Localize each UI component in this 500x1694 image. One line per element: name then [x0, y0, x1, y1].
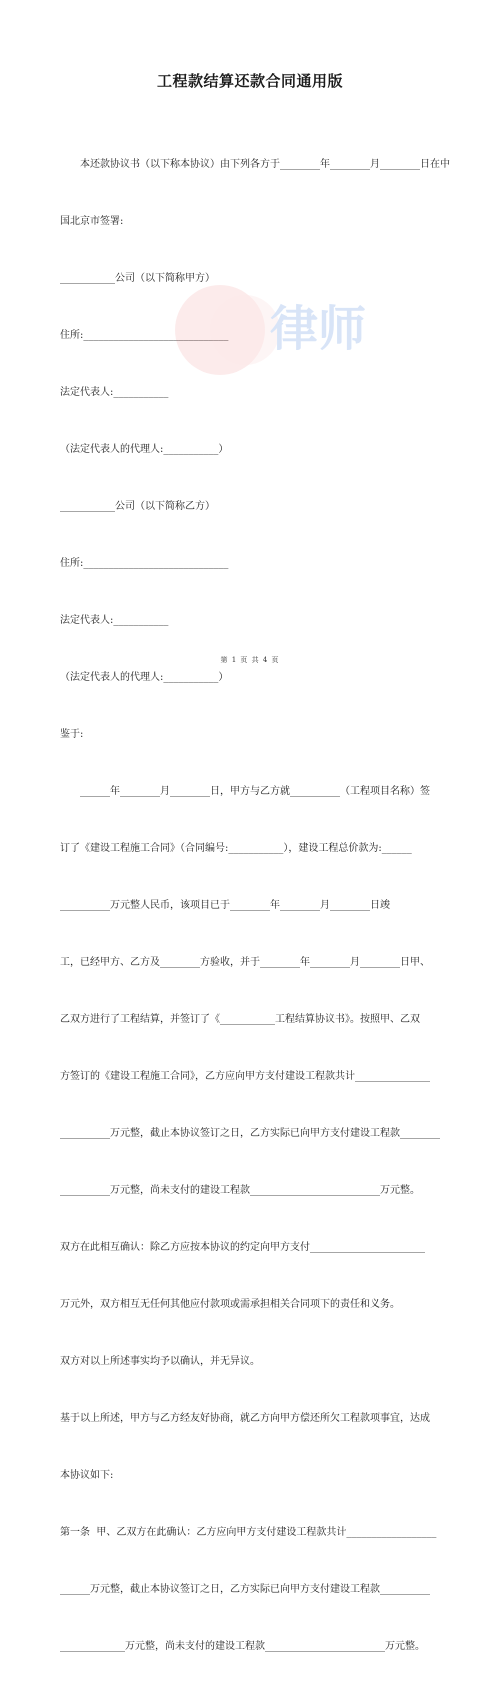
- paragraph-line: ______万元整，截止本协议签订之日，乙方实际已向甲方支付建设工程款__________: [60, 1584, 430, 1595]
- watermark-text: 律师: [270, 301, 367, 357]
- paragraph-line: 国北京市签署:: [60, 216, 124, 227]
- paragraph-line: 本协议如下:: [60, 1470, 114, 1481]
- paragraph-line: 方签订的《建设工程施工合同》，乙方应向甲方支付建设工程款共计_______________: [60, 1071, 430, 1082]
- paragraph-line: （法定代表人的代理人:___________）: [60, 444, 229, 455]
- paragraph-line: ___________公司（以下简称乙方）: [60, 501, 215, 512]
- paragraph-line: __________万元整，截止本协议签订之日，乙方实际已向甲方支付建设工程款________: [60, 1128, 440, 1139]
- paragraph-line: 法定代表人:___________: [60, 615, 169, 626]
- paragraph-line: __________万元整，尚未支付的建设工程款__________________________万元整。: [60, 1185, 420, 1196]
- paragraph-line: 法定代表人:___________: [60, 387, 169, 398]
- paragraph-line: 订了《建设工程施工合同》（合同编号:___________），建设工程总价款为:______: [60, 843, 412, 854]
- paragraph-line: 双方对以上所述事实均予以确认，并无异议。: [60, 1356, 260, 1367]
- document-body: [60, 117, 450, 1694]
- document-title: 工程款结算还款合同通用版: [156, 72, 343, 90]
- paragraph-line: 工，已经甲方、乙方及________方验收，并于________年________月________日甲、: [60, 957, 430, 968]
- paragraph-line: 第一条 甲、乙双方在此确认：乙方应向甲方支付建设工程款共计__________________: [60, 1527, 437, 1538]
- paragraph-line: 万元外，双方相互无任何其他应付款项或需承担相关合同项下的责任和义务。: [60, 1299, 400, 1310]
- paragraph-line: ______年________月________日，甲方与乙方就__________（工程项目名称）签: [80, 786, 430, 797]
- page-number: 第 1 页 共 4 页: [220, 656, 280, 664]
- paragraph-line: __________万元整人民币，该项目已于________年________月________日竣: [60, 900, 390, 911]
- paragraph-line: ___________公司（以下简称甲方）: [60, 273, 215, 284]
- paragraph-line: 基于以上所述，甲方与乙方经友好协商，就乙方向甲方偿还所欠工程款项事宜，达成: [60, 1413, 430, 1424]
- paragraph-line: 乙双方进行了工程结算，并签订了《___________工程结算协议书》。按照甲、乙双: [60, 1014, 420, 1025]
- paragraph-line: 本还款协议书（以下称本协议）由下列各方于________年________月________日在中: [80, 159, 450, 170]
- paragraph-line: 双方在此相互确认：除乙方应按本协议的约定向甲方支付_______________________: [60, 1242, 425, 1253]
- paragraph-line: 住所:_____________________________: [60, 330, 229, 341]
- paragraph-line: 住所:_____________________________: [60, 558, 229, 569]
- paragraph-line: （法定代表人的代理人:___________）: [60, 672, 229, 683]
- paragraph-line: _____________万元整，尚未支付的建设工程款________________________万元整。: [60, 1641, 425, 1652]
- paragraph-line: 鉴于:: [60, 729, 84, 740]
